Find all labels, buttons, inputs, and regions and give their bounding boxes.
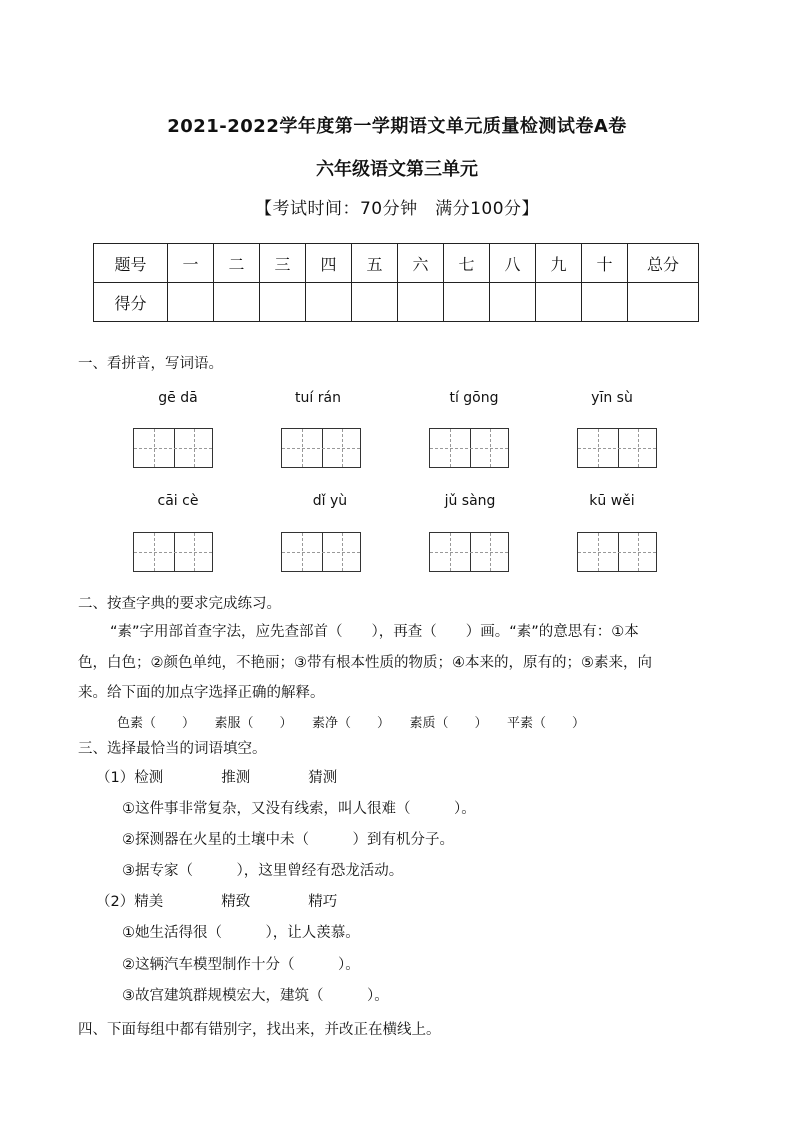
pinyin-label: kū wěi — [589, 493, 635, 509]
section1-heading: 一、看拼音，写词语。 — [78, 356, 223, 372]
writing-grid[interactable] — [429, 428, 509, 468]
exam-title: 2021-2022学年度第一学期语文单元质量检测试卷A卷 — [167, 116, 627, 137]
pinyin-label: cāi cè — [157, 493, 199, 509]
score-input-cell[interactable] — [260, 283, 306, 322]
writing-grid[interactable] — [429, 532, 509, 572]
score-cell: 总分 — [628, 244, 699, 283]
score-cell: 一 — [168, 244, 214, 283]
score-cell: 八 — [490, 244, 536, 283]
score-cell: 三 — [260, 244, 306, 283]
pinyin-label: dǐ yù — [312, 493, 348, 509]
section4-heading: 四、下面每组中都有错别字，找出来，并改正在横线上。 — [78, 1022, 441, 1038]
pinyin-label: yīn sù — [591, 390, 633, 406]
score-cell: 题号 — [94, 244, 168, 283]
word-group-2: （2）精美 精致 精巧 — [96, 894, 338, 910]
pinyin-label: jǔ sàng — [444, 493, 496, 509]
fill-question: ③故宫建筑群规模宏大，建筑（ ）。 — [122, 988, 389, 1004]
writing-grid[interactable] — [133, 428, 213, 468]
writing-grid[interactable] — [577, 428, 657, 468]
score-input-cell[interactable] — [582, 283, 628, 322]
score-cell: 七 — [444, 244, 490, 283]
fill-question: ②探测器在火星的土壤中未（ ）到有机分子。 — [122, 832, 454, 848]
section2-heading: 二、按查字典的要求完成练习。 — [78, 596, 281, 612]
score-input-cell[interactable] — [214, 283, 260, 322]
writing-grid[interactable] — [281, 428, 361, 468]
score-cell: 九 — [536, 244, 582, 283]
score-row-label: 得分 — [94, 283, 168, 322]
fill-question: ②这辆汽车模型制作十分（ ）。 — [122, 957, 360, 973]
score-input-cell[interactable] — [490, 283, 536, 322]
fill-question: ③据专家（ ），这里曾经有恐龙活动。 — [122, 863, 404, 879]
score-input-cell[interactable] — [444, 283, 490, 322]
score-table-score-row — [94, 283, 699, 322]
score-input-cell[interactable] — [628, 283, 699, 322]
score-table-header-row — [94, 244, 699, 283]
score-cell: 六 — [398, 244, 444, 283]
section2-paragraph-line: 色，白色；②颜色单纯，不艳丽；③带有根本性质的物质；④本来的，原有的；⑤素来，向 — [78, 655, 652, 671]
score-cell: 十 — [582, 244, 628, 283]
pinyin-label: tí gōng — [449, 390, 499, 406]
score-input-cell[interactable] — [168, 283, 214, 322]
pinyin-label: gē dā — [158, 390, 198, 406]
score-input-cell[interactable] — [398, 283, 444, 322]
fill-question: ①她生活得很（ ），让人羡慕。 — [122, 925, 360, 941]
score-cell: 五 — [352, 244, 398, 283]
section2-word-list: 色素（ ） 素服（ ） 素净（ ） 素质（ ） 平素（ ） — [117, 716, 586, 731]
score-table — [93, 243, 699, 322]
pinyin-label: tuí rán — [295, 390, 341, 406]
score-cell: 四 — [306, 244, 352, 283]
score-input-cell[interactable] — [352, 283, 398, 322]
score-input-cell[interactable] — [536, 283, 582, 322]
writing-grid[interactable] — [281, 532, 361, 572]
score-input-cell[interactable] — [306, 283, 352, 322]
section2-paragraph-line: “素”字用部首查字法，应先查部首（ ），再查（ ）画。“素”的意思有：①本 — [110, 624, 639, 640]
section2-paragraph-line: 来。给下面的加点字选择正确的解释。 — [78, 685, 325, 701]
exam-subtitle: 六年级语文第三单元 — [316, 159, 478, 180]
score-cell: 二 — [214, 244, 260, 283]
section3-heading: 三、选择最恰当的词语填空。 — [78, 741, 267, 757]
writing-grid[interactable] — [577, 532, 657, 572]
fill-question: ①这件事非常复杂，又没有线索，叫人很难（ ）。 — [122, 801, 476, 817]
exam-info: 【考试时间：70分钟 满分100分】 — [254, 199, 540, 219]
word-group-1: （1）检测 推测 猜测 — [96, 770, 338, 786]
writing-grid[interactable] — [133, 532, 213, 572]
